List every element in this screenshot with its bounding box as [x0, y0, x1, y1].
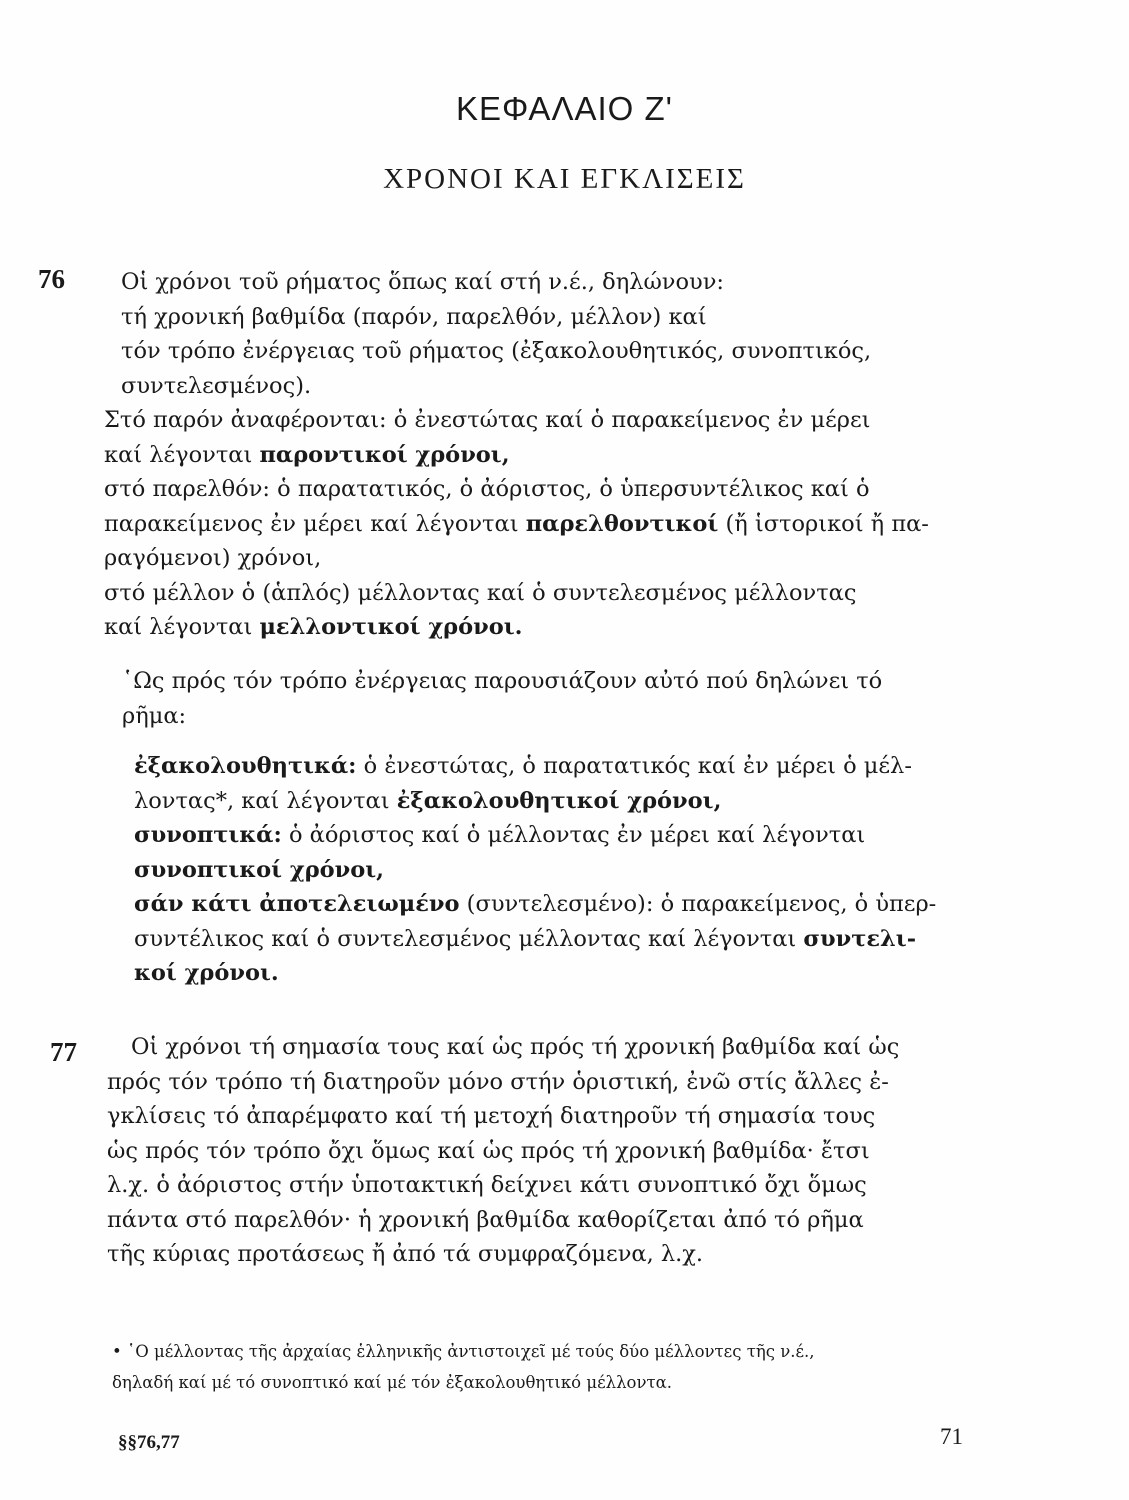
text-line: καί λέγονται παροντικοί χρόνοι, — [104, 441, 510, 468]
text-line: Οἱ χρόνοι τή σημασία τους καί ὡς πρός τή χρονική βαθμίδα καί ὡς — [131, 1034, 900, 1060]
text-line: συνοπτικοί χρόνοι, — [134, 856, 385, 883]
footnote-line: δηλαδή καί μέ τό συνοπτικό καί μέ τόν ἐξακολουθητικό μέλλοντα. — [112, 1373, 673, 1392]
text-line: τῆς κύριας προτάσεως ἤ ἀπό τά συμφραζόμενα, λ.χ. — [107, 1241, 704, 1267]
section-76-paragraph-1 — [121, 265, 871, 403]
text-line: στό μέλλον ὁ (ἁπλός) μέλλοντας καί ὁ συντελεσμένος μέλλοντας — [104, 579, 857, 606]
text-line: γκλίσεις τό ἀπαρέμφατο καί τή μετοχή διατηροῦν τή σημασία τους — [107, 1103, 876, 1129]
footnote — [112, 1336, 815, 1398]
footnote-line: • ῾Ο μέλλοντας τῆς ἀρχαίας ἑλληνικῆς ἀντιστοιχεῖ μέ τούς δύο μέλλοντες τῆς ν.έ., — [112, 1342, 815, 1361]
section-reference: §§76,77 — [118, 1432, 180, 1453]
section-number: 76 — [38, 264, 65, 294]
text-line: παρακείμενος ἐν μέρει καί λέγονται παρελθοντικοί (ἤ ἱστορικοί ἤ πα- — [104, 510, 929, 537]
text-line: ρῆμα: — [122, 702, 187, 729]
text-line: στό παρελθόν: ὁ παρατατικός, ὁ ἀόριστος, ὁ ὑπερσυντέλικος καί ὁ — [104, 476, 870, 502]
text-line: συντελεσμένος). — [121, 372, 312, 399]
text-line: καί λέγονται μελλοντικοί χρόνοι. — [104, 614, 523, 640]
section-number: 77 — [50, 1037, 77, 1067]
section-76-paragraph-3 — [122, 664, 882, 733]
section-77-paragraph — [107, 1030, 899, 1272]
text-line: συντέλικος καί ὁ συντελεσμένος μέλλοντας καί λέγονται συντελι- — [134, 925, 917, 952]
text-line: ῾Ως πρός τόν τρόπο ἐνέργειας παρουσιάζουν αὐτό πού δηλώνει τό — [122, 668, 883, 694]
chapter-heading: ΚΕΦΑΛΑΙΟ Ζ' — [456, 90, 673, 127]
text-line: πρός τόν τρόπο τή διατηροῦν μόνο στήν ὁριστική, ἐνῶ στίς ἄλλες ἐ- — [107, 1068, 889, 1095]
text-line: Στό παρόν ἀναφέρονται: ὁ ἐνεστώτας καί ὁ παρακείμενος ἐν μέρει — [104, 407, 871, 433]
text-line: πάντα στό παρελθόν· ἡ χρονική βαθμίδα καθορίζεται ἀπό τό ρῆμα — [107, 1206, 864, 1233]
text-line: τόν τρόπο ἐνέργειας τοῦ ρήματος (ἐξακολουθητικός, συνοπτικός, — [121, 338, 872, 364]
text-line: Οἱ χρόνοι τοῦ ρήματος ὅπως καί στή ν.έ., δηλώνουν: — [121, 269, 724, 295]
chapter-subtitle: ΧΡΟΝΟΙ ΚΑΙ ΕΓΚΛΙΣΕΙΣ — [383, 163, 746, 195]
text-line: ἐξακολουθητικά: ὁ ἐνεστώτας, ὁ παρατατικός καί ἐν μέρει ὁ μέλ- — [134, 753, 912, 779]
text-line: λοντας*, καί λέγονται ἐξακολουθητικοί χρόνοι, — [134, 787, 722, 814]
text-line: τή χρονική βαθμίδα (παρόν, παρελθόν, μέλλον) καί — [121, 303, 707, 330]
section-76-paragraph-2 — [104, 403, 929, 645]
text-line: σάν κάτι ἀποτελειωμένο (συντελεσμένο): ὁ παρακείμενος, ὁ ὑπερ- — [134, 891, 937, 917]
text-line: κοί χρόνοι. — [134, 960, 279, 986]
text-line: ὡς πρός τόν τρόπο ὄχι ὅμως καί ὡς πρός τή χρονική βαθμίδα· ἔτσι — [107, 1137, 870, 1164]
page-number: 71 — [940, 1424, 963, 1449]
text-line: συνοπτικά: ὁ ἀόριστος καί ὁ μέλλοντας ἐν μέρει καί λέγονται — [134, 822, 866, 848]
text-line: λ.χ. ὁ ἀόριστος στήν ὑποτακτική δείχνει κάτι συνοπτικό ὄχι ὅμως — [107, 1172, 867, 1198]
text-line: ραγόμενοι) χρόνοι, — [104, 545, 322, 571]
section-76-paragraph-4 — [134, 749, 936, 991]
